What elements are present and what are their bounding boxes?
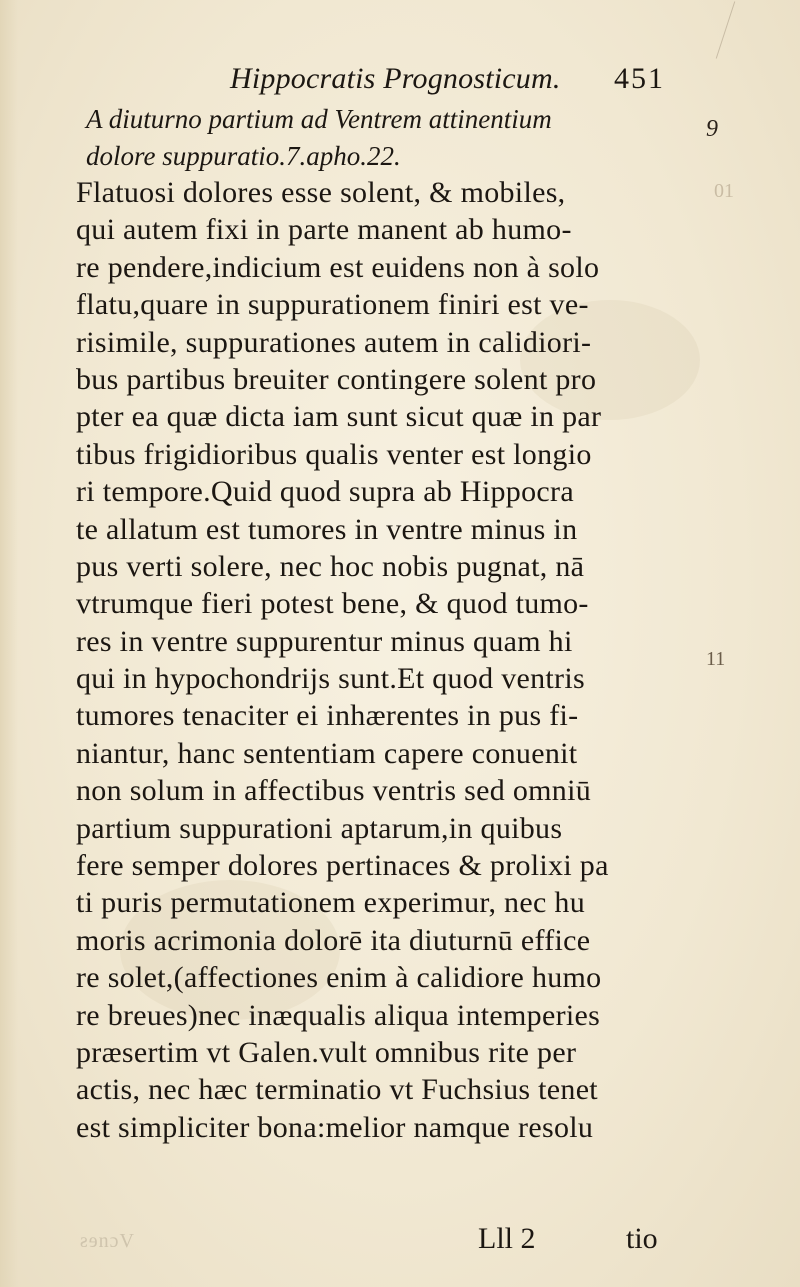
text-line: actis, nec hæc terminatio vt Fuchsius tenet xyxy=(76,1073,598,1107)
page-number: 451 xyxy=(614,62,665,95)
bleed-through-text: ƨɘnɔV xyxy=(80,1230,135,1252)
text-line: tibus frigidioribus qualis venter est longio xyxy=(76,437,592,471)
text-line: ri tempore.Quid quod supra ab Hippocra xyxy=(76,475,574,509)
text-line: risimile, suppurationes autem in calidiori- xyxy=(76,325,592,359)
page-edge-shadow xyxy=(0,0,18,1287)
rubric-line: dolore suppuratio.7.apho.22. xyxy=(86,141,401,171)
text-line: tumores tenaciter ei inhærentes in pus fi- xyxy=(76,699,579,733)
text-line: qui in hypochondrijs sunt.Et quod ventris xyxy=(76,662,585,696)
margin-note-number: 9 xyxy=(706,116,718,142)
section-rubric xyxy=(86,101,696,175)
page-footer xyxy=(80,1222,680,1266)
text-line: te allatum est tumores in ventre minus in xyxy=(76,512,578,546)
text-line: vtrumque fieri potest bene, & quod tumo- xyxy=(76,587,589,621)
text-line: pter ea quæ dicta iam sunt sicut quæ in par xyxy=(76,400,602,434)
paper-fiber xyxy=(716,1,735,58)
text-line: est simpliciter bona:melior namque resolu xyxy=(76,1110,594,1144)
margin-note-number: 11 xyxy=(706,648,726,670)
text-line: re breues)nec inæqualis aliqua intemperies xyxy=(76,998,601,1032)
text-line: pus verti solere, nec hoc nobis pugnat, nā xyxy=(76,549,585,583)
text-line: qui autem fixi in parte manent ab humo- xyxy=(76,213,572,247)
text-line: res in ventre suppurentur minus quam hi xyxy=(76,624,573,658)
text-line: ti puris permutationem experimur, nec hu xyxy=(76,886,585,920)
text-line: Flatuosi dolores esse solent, & mobiles, xyxy=(76,176,566,209)
text-line: bus partibus breuiter contingere solent pro xyxy=(76,362,597,396)
body-text-block xyxy=(76,174,676,1146)
text-line: moris acrimonia dolorē ita diuturnū effice xyxy=(76,923,591,957)
running-header xyxy=(200,60,670,100)
margin-note-faint: 01 xyxy=(714,180,734,202)
text-line: flatu,quare in suppurationem finiri est ve- xyxy=(76,288,589,322)
running-title: Hippocratis Prognosticum. xyxy=(230,62,561,95)
signature-mark: Lll 2 xyxy=(478,1222,536,1255)
text-line: niantur, hanc sententiam capere conuenit xyxy=(76,736,578,770)
text-line: partium suppurationi aptarum,in quibus xyxy=(76,811,563,845)
rubric-line: A diuturno partium ad Ventrem attinentium xyxy=(86,104,552,134)
text-line: fere semper dolores pertinaces & prolixi pa xyxy=(76,849,609,883)
text-line: re pendere,indicium est euidens non à solo xyxy=(76,250,600,284)
text-line: re solet,(affectiones enim à calidiore humo xyxy=(76,961,602,995)
text-line: præsertim vt Galen.vult omnibus rite per xyxy=(76,1035,577,1069)
catchword: tio xyxy=(626,1222,658,1255)
text-line: non solum in affectibus ventris sed omniū xyxy=(76,774,592,808)
